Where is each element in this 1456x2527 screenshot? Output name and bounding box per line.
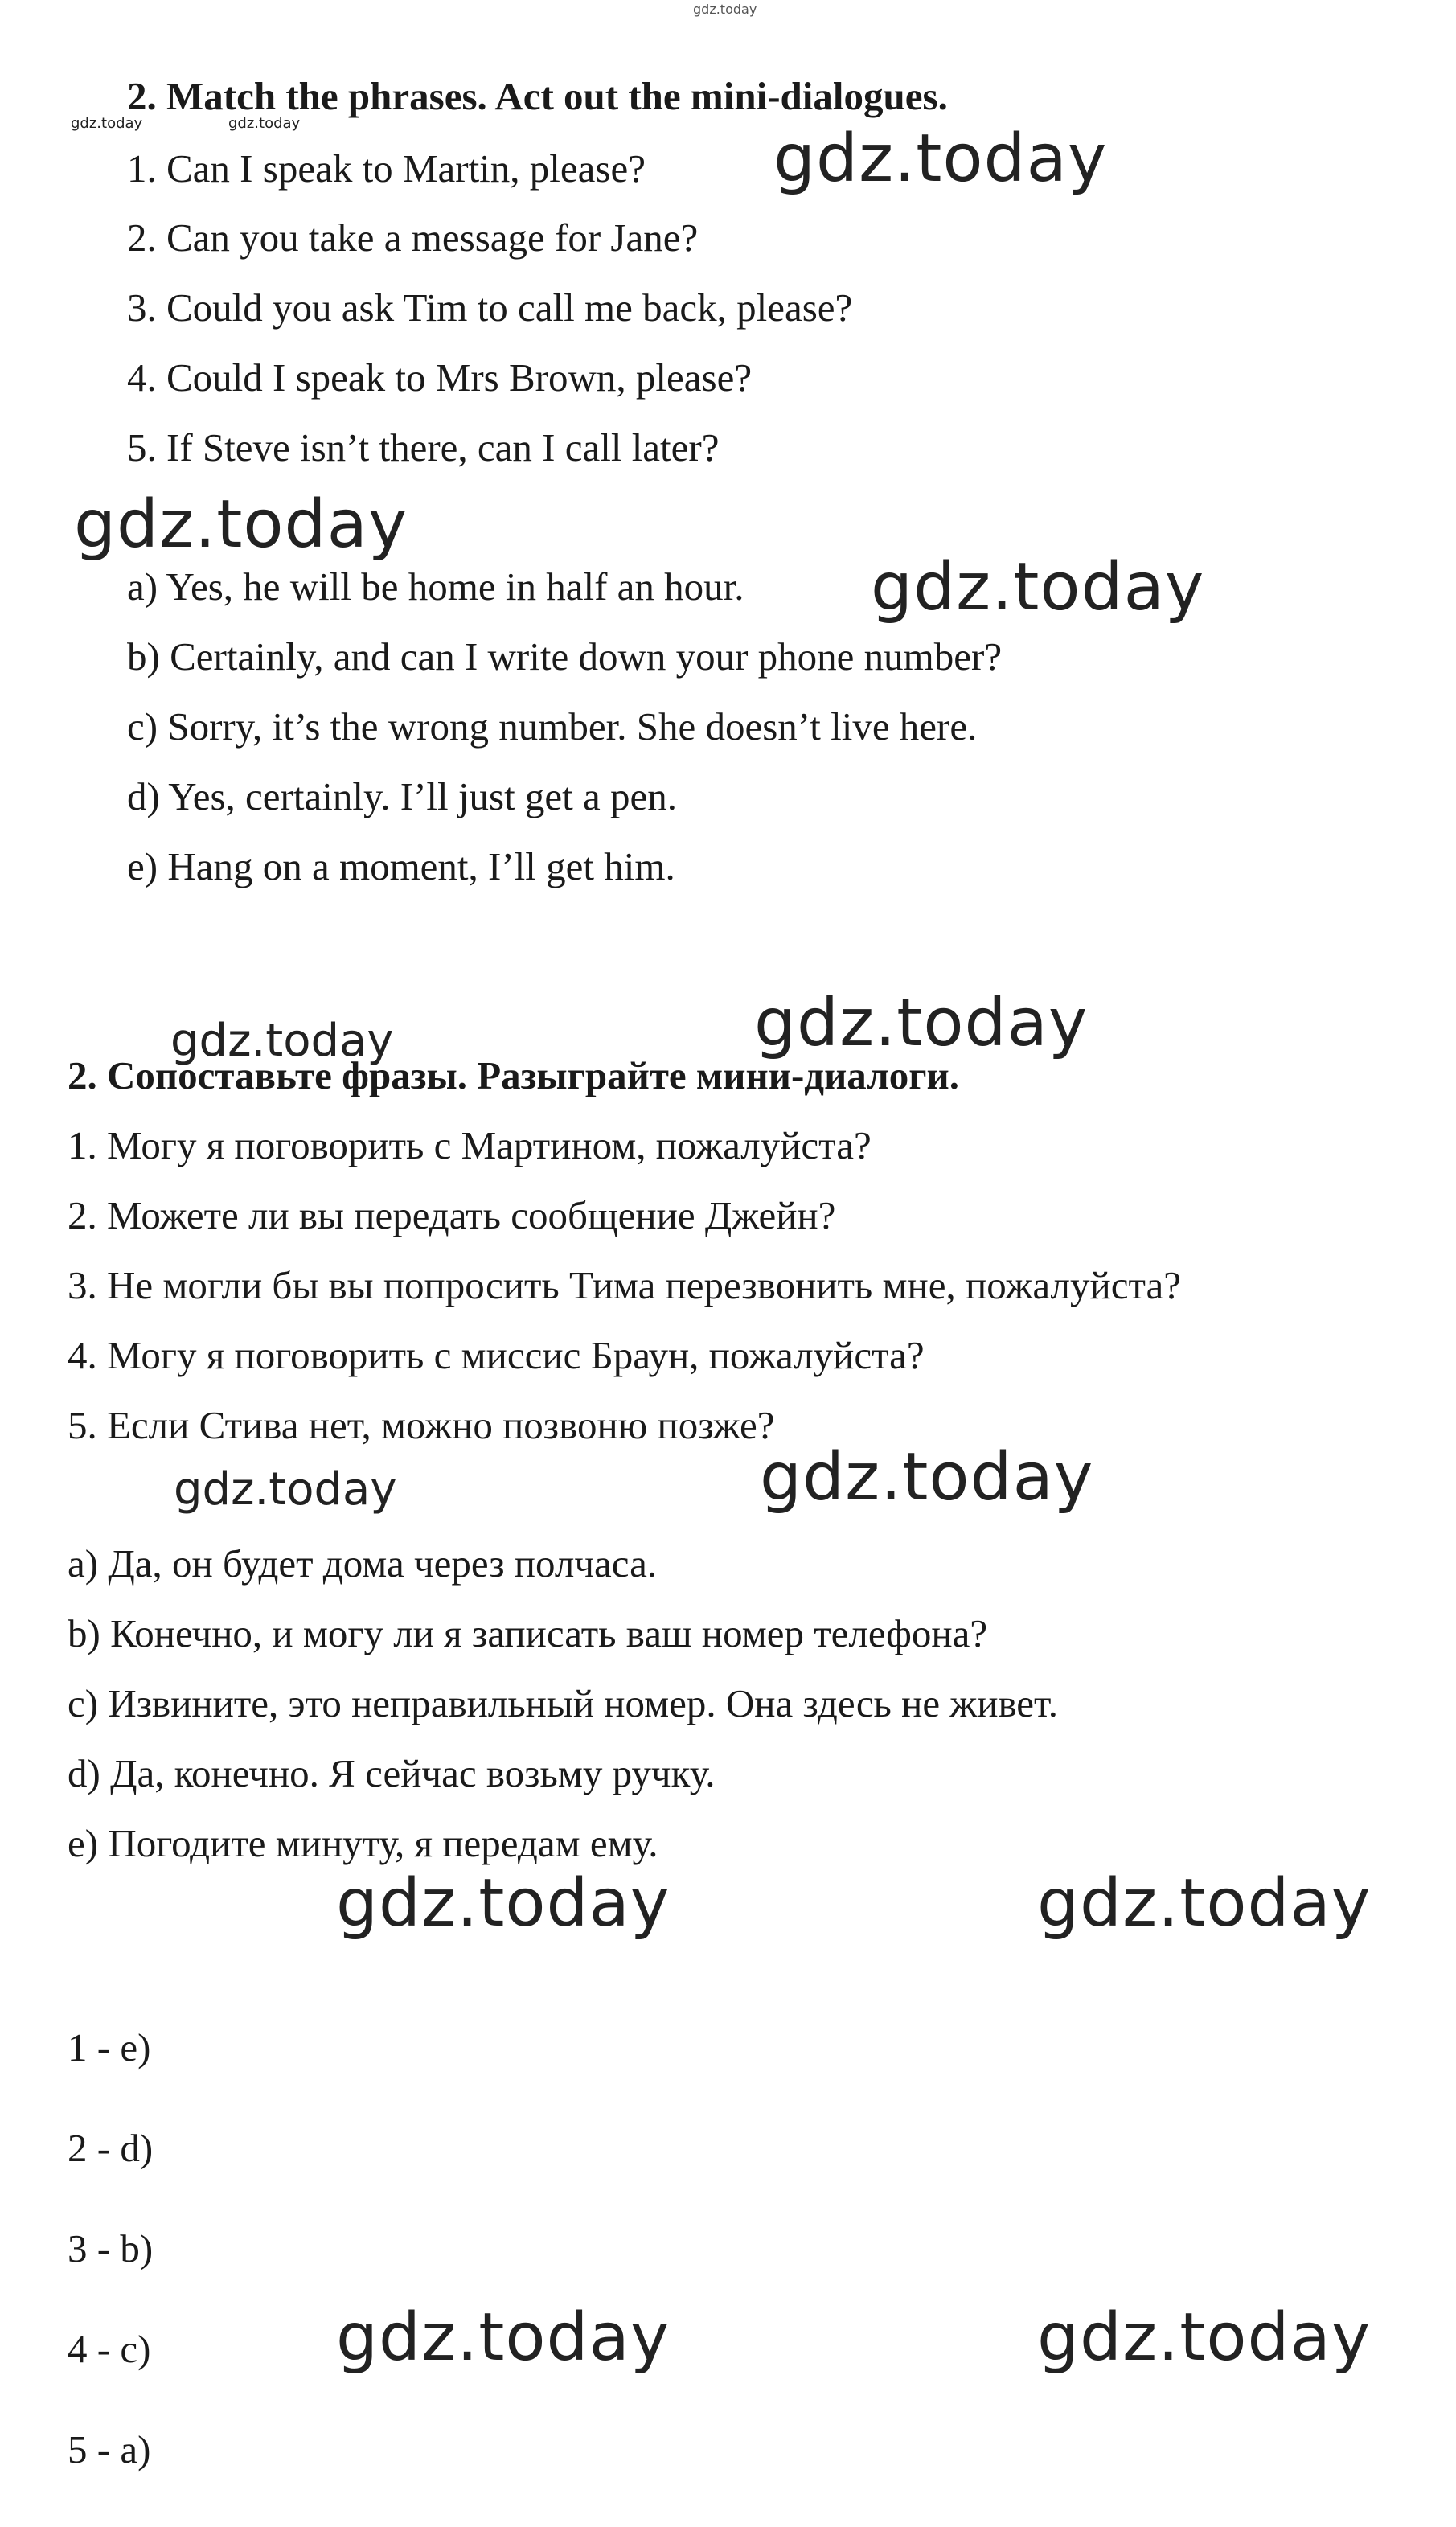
russian-answer: b) Конечно, и могу ли я записать ваш номер телефона? [68,1611,988,1655]
watermark: gdz.today [760,1439,1094,1516]
english-answer: d) Yes, certainly. I’ll just get a pen. [127,774,678,818]
watermark: gdz.today [170,1015,394,1067]
watermark: gdz.today [74,486,408,563]
watermark: gdz.today [754,985,1089,1061]
russian-question: 5. Если Стива нет, можно позвоню позже? [68,1403,775,1447]
watermark: gdz.today [871,549,1205,626]
watermark: gdz.today [336,1865,671,1942]
russian-question: 2. Можете ли вы передать сообщение Джейн? [68,1193,836,1237]
watermark: gdz.today [773,121,1108,197]
english-answer: b) Certainly, and can I write down your phone number? [127,634,1003,679]
russian-question: 1. Могу я поговорить с Мартином, пожалуйста? [68,1123,872,1167]
match-answer: 5 - a) [68,2427,151,2472]
russian-answer: e) Погодите минуту, я передам ему. [68,1821,658,1865]
english-answer: a) Yes, he will be home in half an hour. [127,564,744,609]
english-heading: 2. Match the phrases. Act out the mini-dialogues. [127,74,948,118]
english-question: 3. Could you ask Tim to call me back, please? [127,285,853,330]
russian-heading: 2. Сопоставьте фразы. Разыграйте мини-диалоги. [68,1053,959,1097]
match-answer: 2 - d) [68,2126,154,2170]
russian-answer: d) Да, конечно. Я сейчас возьму ручку. [68,1751,716,1795]
russian-answer: c) Извините, это неправильный номер. Она здесь не живет. [68,1681,1059,1725]
english-answer: c) Sorry, it’s the wrong number. She doesn’t live here. [127,704,978,749]
match-answer: 4 - c) [68,2327,151,2371]
watermark: gdz.today [174,1463,397,1516]
russian-answer: a) Да, он будет дома через полчаса. [68,1541,658,1586]
russian-question: 4. Могу я поговорить с миссис Браун, пожалуйста? [68,1333,925,1377]
match-answer: 3 - b) [68,2226,154,2271]
watermark-top: gdz.today [693,2,757,17]
russian-question: 3. Не могли бы вы попросить Тима перезвонить мне, пожалуйста? [68,1263,1181,1307]
match-answer: 1 - e) [68,2025,151,2070]
english-question: 2. Can you take a message for Jane? [127,215,699,260]
watermark-small: gdz.today [71,115,143,132]
english-question: 1. Can I speak to Martin, please? [127,146,646,191]
watermark: gdz.today [336,2299,671,2376]
english-question: 4. Could I speak to Mrs Brown, please? [127,355,753,400]
watermark: gdz.today [1037,2299,1372,2376]
watermark: gdz.today [1037,1865,1372,1942]
watermark-small: gdz.today [228,115,301,132]
english-question: 5. If Steve isn’t there, can I call later? [127,425,720,470]
english-answer: e) Hang on a moment, I’ll get him. [127,844,675,888]
